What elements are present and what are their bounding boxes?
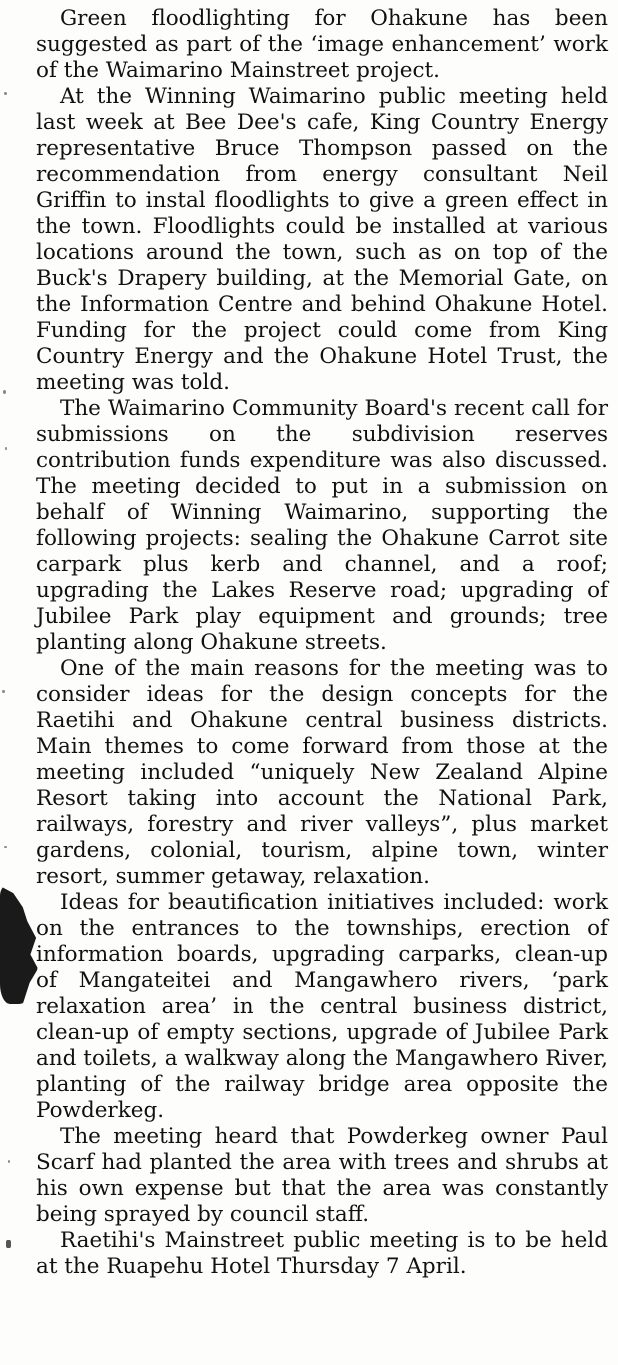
scan-speck (6, 1240, 11, 1248)
paragraph-beautification: Ideas for beautification initiatives included: work on the entrances to the townships, erection of information boards, upgrading carparks, clean-up of Mangateitei and Mangawhero rivers, ‘park relaxation area’ in the central business district, clean-up of empty sections, upgrade of Jubilee Park and toilets, a walkway along the Mangawhero River, planting of the railway bridge area opposite the Powderkeg. (36, 890, 608, 1123)
scan-speck (4, 846, 7, 848)
article-body (36, 6, 608, 1280)
paragraph-floodlighting-intro: Green floodlighting for Ohakune has been suggested as part of the ‘image enhancement’ work of the Waimarino Mainstreet project. (36, 6, 608, 83)
paragraph-design-concepts: One of the main reasons for the meeting was to consider ideas for the design concepts for the Raetihi and Ohakune central business districts. Main themes to come forward from those at the meeting included “uniquely New Zealand Alpine Resort taking into account the National Park, railways, forestry and river valleys”, plus market gardens, colonial, tourism, alpine town, winter resort, summer getaway, relaxation. (36, 656, 608, 889)
paragraph-raetihi-meeting: Raetihi's Mainstreet public meeting is to be held at the Ruapehu Hotel Thursday 7 April. (36, 1228, 608, 1279)
scan-speck (5, 447, 7, 450)
scan-speck (8, 1160, 10, 1163)
scan-speck (2, 690, 5, 693)
scan-speck (3, 390, 6, 394)
paragraph-powderkeg: The meeting heard that Powderkeg owner Paul Scarf had planted the area with trees and shrubs at his own expense but that the area was constantly being sprayed by council staff. (36, 1124, 608, 1227)
scan-speck (4, 92, 7, 95)
paragraph-public-meeting: At the Winning Waimarino public meeting held last week at Bee Dee's cafe, King Country Energy representative Bruce Thompson passed on the recommendation from energy consultant Neil Griffin to instal floodlights to give a green effect in the town. Floodlights could be installed at various locations around the town, such as on top of the Buck's Drapery building, at the Memorial Gate, on the Information Centre and behind Ohakune Hotel. Funding for the project could come from King Country Energy and the Ohakune Hotel Trust, the meeting was told. (36, 84, 608, 395)
scan-ink-blot (0, 886, 38, 1004)
paragraph-community-board: The Waimarino Community Board's recent call for submissions on the subdivision reserves contribution funds expenditure was also discussed. The meeting decided to put in a submission on behalf of Winning Waimarino, supporting the following projects: sealing the Ohakune Carrot site carpark plus kerb and channel, and a roof; upgrading the Lakes Reserve road; upgrading of Jubilee Park play equipment and grounds; tree planting along Ohakune streets. (36, 396, 608, 655)
